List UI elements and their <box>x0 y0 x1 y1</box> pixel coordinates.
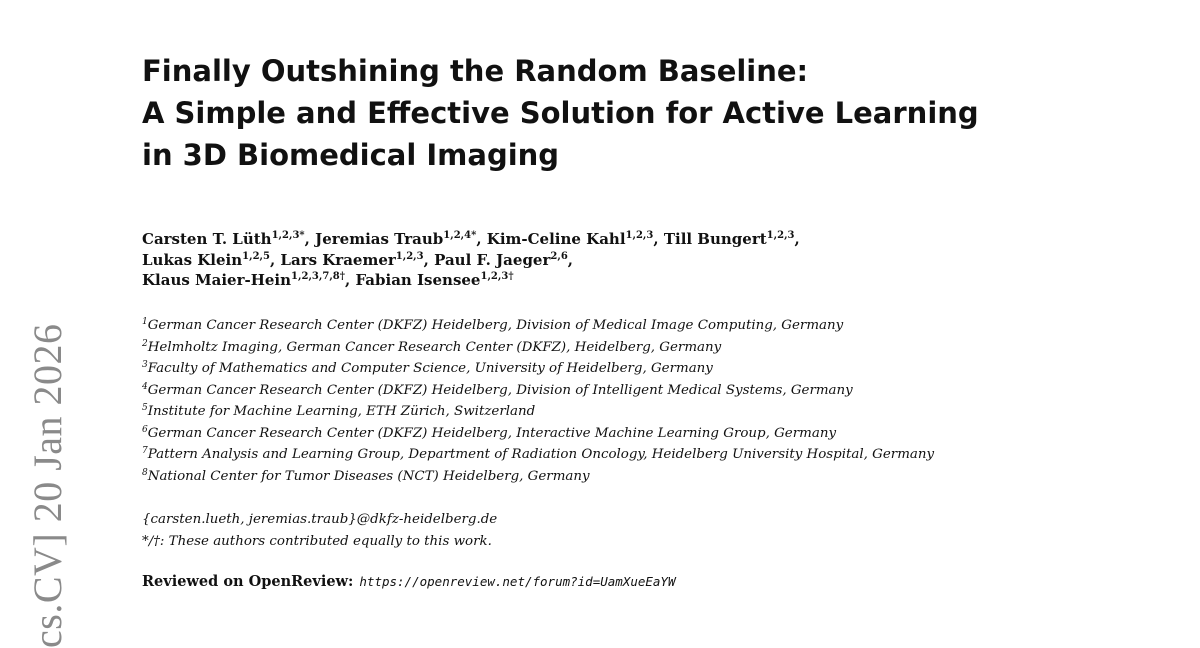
author-name: Till Bungert <box>663 230 767 248</box>
author-line <box>142 229 800 250</box>
author-affil-sup: 2,6 <box>550 250 568 262</box>
author-affil-sup: 1,2,3 <box>766 230 795 241</box>
paper-title <box>142 50 979 176</box>
affiliation-text: Faculty of Mathematics and Computer Science, University of Heidelberg, Germany <box>147 361 713 376</box>
author-line <box>142 270 800 291</box>
title-line: A Simple and Effective Solution for Active Learning <box>142 96 979 130</box>
author-name: Jeremias Traub <box>315 230 444 248</box>
author-affil-sup: 1,2,3,7,8† <box>291 271 345 282</box>
title-line: Finally Outshining the Random Baseline: <box>142 54 809 88</box>
openreview-label: Reviewed on OpenReview: <box>142 573 354 590</box>
author-sep: , <box>423 250 435 269</box>
affiliation-number: 3 <box>142 360 148 370</box>
affiliation-text: Pattern Analysis and Learning Group, Department of Radiation Oncology, Heidelberg University Hospital, Germany <box>147 447 935 462</box>
author-name: Carsten T. Lüth <box>142 230 272 248</box>
author-affil-sup: 1,2,3 <box>395 250 424 262</box>
author-name: Lars Kraemer <box>280 250 396 269</box>
affiliation-item <box>142 380 934 402</box>
author-affil-sup: 1,2,3* <box>271 230 305 241</box>
affiliation-text: Helmholtz Imaging, German Cancer Research Center (DKFZ), Heidelberg, Germany <box>147 339 722 355</box>
affiliation-item <box>142 444 934 466</box>
affiliation-number: 6 <box>142 424 148 435</box>
affiliation-number: 1 <box>142 317 148 327</box>
affiliation-list <box>142 315 934 487</box>
author-name: Klaus Maier-Hein <box>142 271 292 289</box>
arxiv-stamp: cs.CV] 20 Jan 2026 <box>25 323 70 648</box>
affiliation-item <box>142 466 934 488</box>
author-sep: , <box>304 230 316 248</box>
author-name: Kim-Celine Kahl <box>486 230 626 248</box>
author-sep: , <box>653 230 664 248</box>
author-sep: , <box>794 230 800 248</box>
affiliation-item <box>142 423 934 445</box>
affiliation-item <box>142 358 934 380</box>
author-affil-sup: 1,2,3 <box>625 230 654 241</box>
affiliation-text: Institute for Machine Learning, ETH Zürich, Switzerland <box>147 404 536 419</box>
affiliation-text: German Cancer Research Center (DKFZ) Heidelberg, Division of Intelligent Medical Systems, Germany <box>147 382 853 398</box>
author-affil-sup: 1,2,3† <box>480 271 514 282</box>
author-list <box>142 229 800 291</box>
affiliation-text: German Cancer Research Center (DKFZ) Heidelberg, Interactive Machine Learning Group, Germany <box>147 425 837 441</box>
author-name: Paul F. Jaeger <box>434 250 551 269</box>
author-sep: , <box>476 230 487 248</box>
affiliation-number: 4 <box>142 381 148 392</box>
affiliation-number: 2 <box>142 338 148 349</box>
author-affil-sup: 1,2,5 <box>242 250 270 262</box>
author-sep: , <box>269 250 281 269</box>
email-line[interactable]: {carsten.lueth, jeremias.traub}@dkfz-heidelberg.de <box>142 512 498 527</box>
affiliation-number: 8 <box>142 467 148 478</box>
author-line <box>142 250 800 271</box>
affiliation-number: 7 <box>142 446 148 456</box>
openreview-link[interactable]: https://openreview.net/forum?id=UamXueEaYW <box>359 574 676 589</box>
affiliation-number: 5 <box>142 403 148 413</box>
author-sep: , <box>567 250 574 269</box>
openreview-line <box>142 573 675 590</box>
author-name: Lukas Klein <box>142 250 243 269</box>
title-line: in 3D Biomedical Imaging <box>142 138 560 172</box>
author-name: Fabian Isensee <box>355 271 481 289</box>
equal-contribution-note: */†: These authors contributed equally to this work. <box>142 533 492 549</box>
affiliation-item <box>142 337 934 359</box>
author-affil-sup: 1,2,4* <box>443 230 477 241</box>
affiliation-text: German Cancer Research Center (DKFZ) Heidelberg, Division of Medical Image Computing, Germany <box>147 318 844 333</box>
contact-block <box>142 509 497 552</box>
affiliation-text: National Center for Tumor Diseases (NCT) Heidelberg, Germany <box>147 468 590 484</box>
affiliation-item <box>142 401 934 423</box>
affiliation-item <box>142 315 934 337</box>
author-sep: , <box>345 271 356 289</box>
